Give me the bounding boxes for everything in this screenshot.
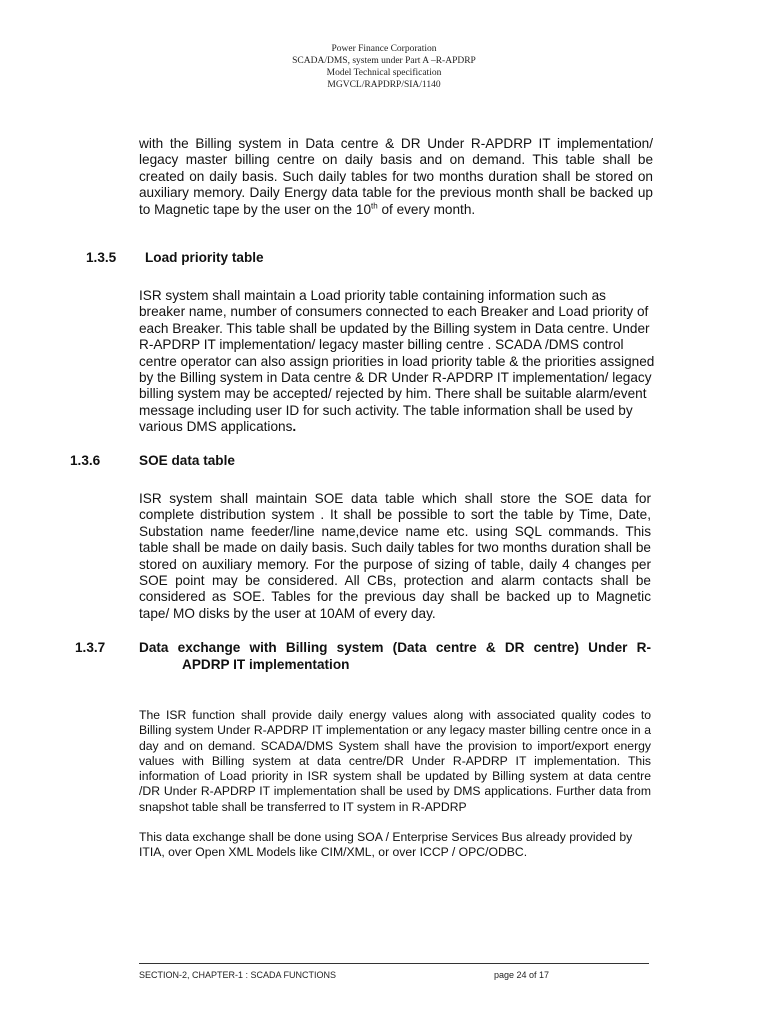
header-line-4: MGVCL/RAPDRP/SIA/1140 (327, 80, 441, 90)
section-number-135: 1.3.5 (86, 250, 117, 265)
page-header (0, 43, 768, 91)
section-body-137-para-2: This data exchange shall be done using SOA / Enterprise Services Bus already provided by ITIA, over Open XML Models like CIM/XML, or over ICCP / OPC/ODBC. (139, 830, 633, 860)
section-body-135-text: ISR system shall maintain a Load priority table containing information such as breaker name, number of consumers connected to each Breaker and Load priority of each Breaker. This table shall be updated by the Billing system in Data centre. Under R-APDRP IT implementation/ legacy master billing centre . SCADA /DMS control centre operator can also assign priorities in load priority table & the priorities assigned by the Billing system in Data centre & DR Under R-APDRP IT implementation/ legacy billing system may be accepted/ rejected by him. There shall be suitable alarm/event message including user ID for such activity. The table information shall be used by various DMS applications (139, 288, 655, 435)
header-line-3: Model Technical specification (326, 68, 442, 78)
section-body-136: ISR system shall maintain SOE data table which shall store the SOE data for complete distribution system . It shall be possible to sort the table by Time, Date, Substation name feeder/line name,device name etc. using SQL commands. This table shall be made on daily basis. Such daily tables for two months duration shall be stored on auxiliary memory. For the purpose of sizing of table, daily 4 changes per SOE point may be considered. All CBs, protection and alarm contacts shall be considered as SOE. Tables for the previous day shall be backed up to Magnetic tape/ MO disks by the user at 10AM of every day. (139, 491, 651, 621)
footer-divider (139, 963, 649, 964)
footer-page-number: page 24 of 17 (494, 970, 550, 980)
header-line-2: SCADA/DMS, system under Part A –R-APDRP (292, 56, 476, 66)
intro-text: with the Billing system in Data centre & DR Under R-APDRP IT implementation/ legacy master billing centre on daily basis and on demand. This table shall be created on daily basis. Such daily tables for two months duration shall be stored on auxiliary memory. Daily Energy data table for the previous month shall be backed up to Magnetic tape by the user on the 10 (139, 136, 653, 217)
section-body-135-end: . (292, 419, 297, 435)
section-body-135 (139, 288, 655, 436)
section-title-137-line-2: APDRP IT implementation (182, 657, 350, 672)
section-number-136: 1.3.6 (70, 453, 101, 468)
section-title-137-line-1: Data exchange with Billing system (Data centre & DR centre) Under R- (139, 640, 651, 655)
header-line-1: Power Finance Corporation (331, 44, 437, 54)
section-title-135: Load priority table (145, 250, 264, 265)
intro-text-end: of every month. (377, 201, 476, 217)
footer-section-label: SECTION-2, CHAPTER-1 : SCADA FUNCTIONS (139, 970, 337, 980)
intro-sup: th (371, 201, 378, 211)
intro-paragraph (139, 136, 653, 218)
section-title-136: SOE data table (139, 453, 235, 468)
section-body-137-para-1: The ISR function shall provide daily energy values along with associated quality codes to Billing system Under R-APDRP IT implementation or any legacy master billing centre once in a day and on demand. SCADA/DMS System shall have the provision to import/export energy values with Billing system at data centre/DR Under R-APDRP IT implementation. This information of Load priority in ISR system shall be updated by Billing system at data centre /DR Under R-APDRP IT implementation shall be used by DMS applications. Further data from snapshot table shall be transferred to IT system in R-APDRP (139, 708, 651, 814)
section-number-137: 1.3.7 (75, 640, 106, 655)
